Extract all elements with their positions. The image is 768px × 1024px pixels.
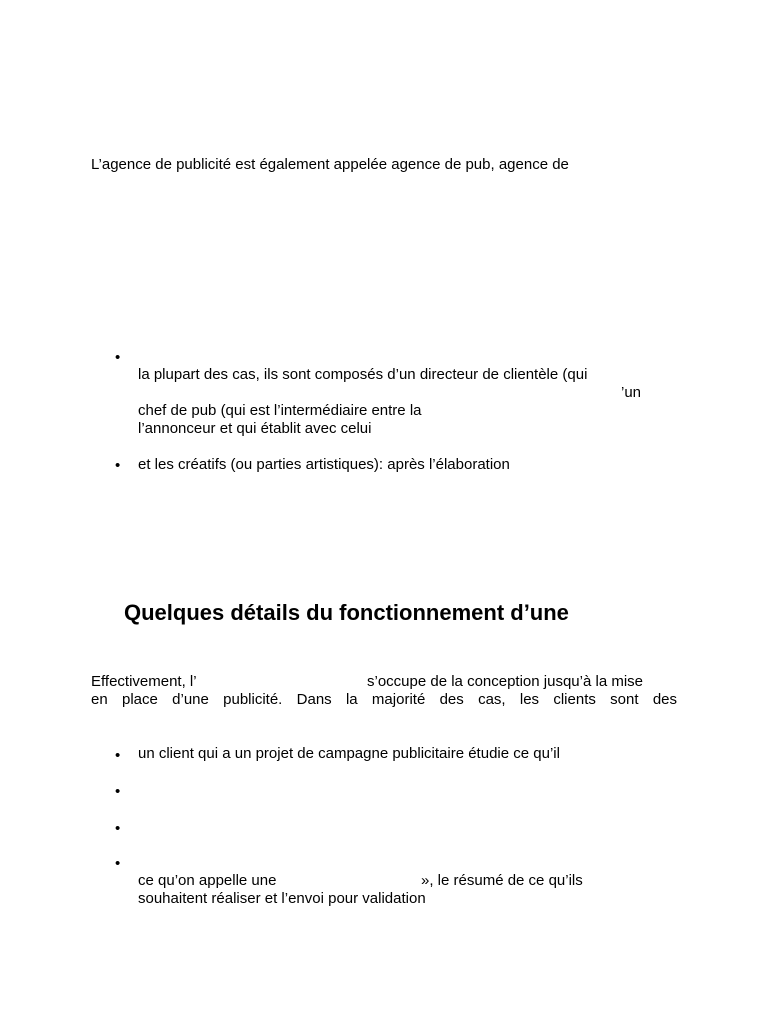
bullet-icon: • <box>115 747 121 764</box>
list-item-text: chef de pub (qui est l’intermédiaire entre la <box>138 402 422 419</box>
intro-line: L’agence de publicité est également appelée agence de pub, agence de <box>91 156 569 173</box>
paragraph-text: s’occupe de la conception jusqu’à la mise <box>367 673 643 690</box>
list-item-text: l’annonceur et qui établit avec celui <box>138 420 372 437</box>
list-item-text: ’un <box>621 384 642 401</box>
list-item-text: un client qui a un projet de campagne publicitaire étudie ce qu’il <box>138 745 560 762</box>
list-item-text: la plupart des cas, ils sont composés d’un directeur de clientèle (qui <box>138 366 588 383</box>
list-item-text: et les créatifs (ou parties artistiques): après l’élaboration <box>138 456 510 473</box>
bullet-icon: • <box>115 855 121 872</box>
list-item-text: », le résumé de ce qu’ils <box>421 872 583 889</box>
paragraph-text: Effectivement, l’ <box>91 673 197 690</box>
bullet-icon: • <box>115 783 121 800</box>
bullet-icon: • <box>115 349 121 366</box>
list-item-text: souhaitent réaliser et l’envoi pour validation <box>138 890 426 907</box>
section-heading: Quelques détails du fonctionnement d’une <box>124 600 569 625</box>
bullet-icon: • <box>115 457 121 474</box>
bullet-icon: • <box>115 820 121 837</box>
paragraph-text: en place d’une publicité. Dans la majorité des cas, les clients sont des <box>91 691 677 708</box>
list-item-text: ce qu’on appelle une <box>138 872 277 889</box>
